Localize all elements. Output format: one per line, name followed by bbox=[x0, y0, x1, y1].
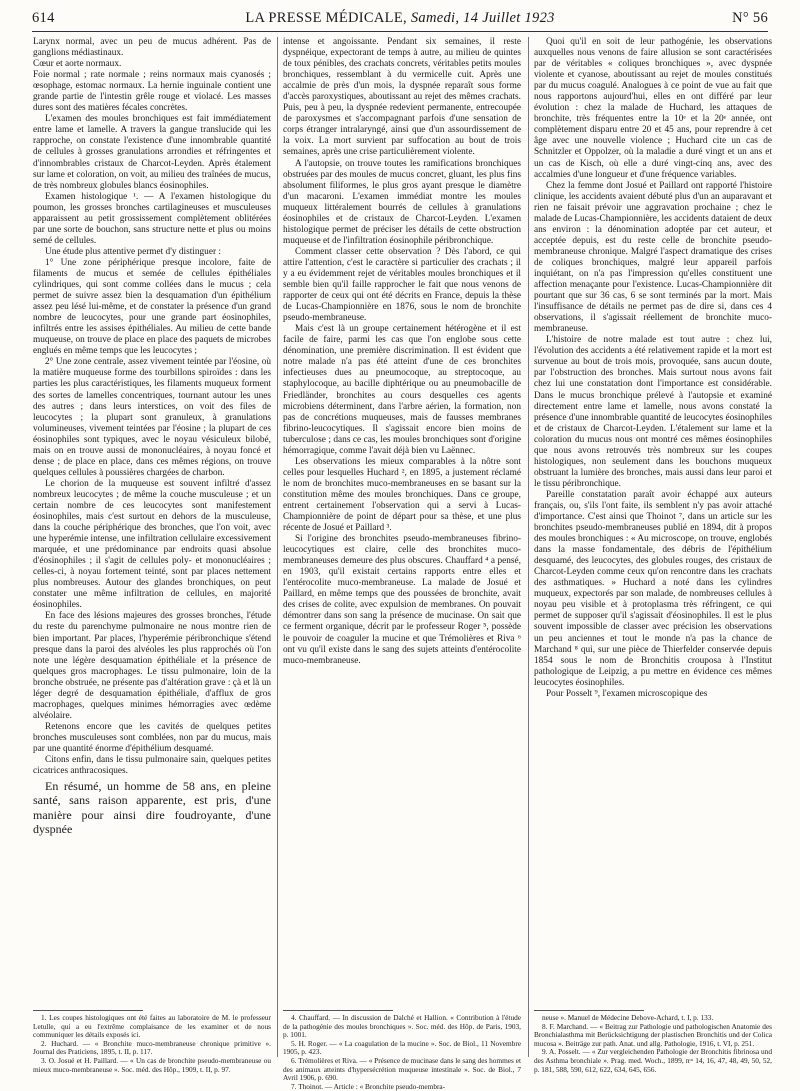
journal-title: LA PRESSE MÉDICALE, bbox=[245, 10, 407, 26]
paragraph: Le chorion de la muqueuse est souvent infiltré d'assez nombreux leucocytes ; de même la couche musculeuse ; et un certain nombre de ces leucocytes sont manifestement éosinophiles, mais c'est surtout en dehors de la musculeuse, dans la couche périphérique des bronches, que l'on voit, avec une hyperémie intense, une infiltration cellulaire excessivement marquée, et une prédominance par endroits quasi absolue d'éosinophiles ; il s'agit de cellules poly- et mononucléaires ; celles-ci, à noyau fortement teinté, sont par places nettement plus nombreuses. Autour des glandes bronchiques, on peut constater une même infiltration de cellules, en majorité éosinophiles. bbox=[33, 478, 271, 611]
footnote-rule bbox=[283, 1010, 393, 1011]
paragraph: Examen histologique ¹. — A l'examen histologique du poumon, les grosses bronches cartilagineuses et musculeuses apparaissent au petit grossissement complètement oblitérées par une sorte de bouchon, sans structure nette et plus ou moins semé de cellules. bbox=[33, 191, 271, 246]
footnote: 9. A. Posselt. — « Zur vergleichenden Pathologie der Bronchitis fibrinosa und des Asthma bronchiale ». Prag. med. Woch., 1899, nᵒˢ 14, 16, 47, 48, 49, 50, 52, p. 181, 588, 590, 612, 622, 634, 645, 656. bbox=[534, 1047, 772, 1074]
footnote: 1. Les coupes histologiques ont été faites au laboratoire de M. le professeur Letulle, qui a eu l'extrême complaisance de les examiner et de nous communiquer les détails exposés ici. bbox=[33, 1013, 271, 1040]
journal-title-line bbox=[32, 10, 768, 27]
paragraph: Quoi qu'il en soit de leur pathogénie, les observations auxquelles nous venons de faire allusion se sont caractérisées par de véritables « coliques bronchiques », avec dyspnée violente et cyanose, aboutissant au rejet de moules constitués par du mucus coagulé. Analogues à ce point de vue au fait que nous rapportons aujourd'hui, elles en ont différé par leur évolution : chez la malade de Huchard, les attaques de bronchite, très fréquentes entre la 10ᵉ et la 20ᵉ année, ont complètement disparu entre 20 et 45 ans, pour reprendre à cet âge avec une nouvelle violence ; Huchard cite un cas de Schnitzler et Oppolzer, où la maladie a duré vingt et un ans et un cas de Kisch, où elle a duré vingt-cinq ans, avec des accalmies d'une longueur et d'une fréquence variables. bbox=[534, 37, 772, 180]
paragraph: Si l'origine des bronchites pseudo-membraneuses fibrino-leucocytiques est claire, celle des bronchites muco-membraneuses demeure des plus obscures. Chauffard ⁴ a pensé, en 1903, qu'il existait certains rapports entre elles et l'entérocolite muco-membraneuse. La malade de Josué et Paillard, en même temps que des poussées de bronchite, avait des crises de colite, avec expulsion de membranes. On pouvait démontrer dans son sang la présence de mucinase. On sait que ce ferment organique, décrit par le professeur Roger ⁵, possède le pouvoir de coaguler la mucine et que Trémolières et Riva ⁶ ont vu qu'il existe dans le sang des sujets atteints d'entérocolite muco-membraneuse. bbox=[283, 534, 521, 666]
column-separator bbox=[277, 37, 278, 1057]
header-rule bbox=[32, 31, 768, 32]
footnote: 6. Trémolières et Riva. — « Présence de mucinase dans le sang des hommes et des animaux atteints d'hypersécrétion muqueuse intestinale ». Soc. de Biol., 7 Avril 1906, p. 690. bbox=[283, 1055, 521, 1083]
footnotes-column-1 bbox=[33, 1014, 271, 1078]
footnote: neuse ». Manuel de Médecine Debove-Achard, t. I, p. 133. bbox=[542, 1013, 714, 1022]
paragraph: En résumé, un homme de 58 ans, en pleine santé, sans raison apparente, est pris, d'une manière pour ainsi dire foudroyante, d'une dyspnée bbox=[33, 779, 271, 836]
paragraph: Une étude plus attentive permet d'y distinguer : bbox=[45, 246, 221, 257]
paragraph: Citons enfin, dans le tissu pulmonaire sain, quelques petites cicatrices anthracosiques. bbox=[33, 755, 271, 777]
text-column-1 bbox=[33, 37, 271, 1005]
footnote-rule bbox=[534, 1010, 644, 1011]
footnote: 8. F. Marchand. — « Beitrag zur Pathologie und pathologischen Anatomie des Bronchialasthma mit Berücksichtigung der plastischen Bronchitis und der Colica mucosa ». Beiträge zur path. Anat. und allg. Pathologie, 1916, t. VI, p. 251. bbox=[534, 1021, 772, 1048]
paragraph: L'examen des moules bronchiques est fait immédiatement entre lame et lamelle. A travers la gangue translucide qui les rapproche, on constate l'existence d'une innombrable quantité de cellules à grosses granulations arrondies et réfringentes et d'innombrables cristaux de Charcot-Leyden. Après étalement sur lame et coloration, on voit, au milieu des traînées de mucus, de très nombreux globules blancs éosinophiles. bbox=[33, 114, 271, 191]
paragraph: Les observations les mieux comparables à la nôtre sont celles pour lesquelles Huchard ², en 1895, a justement réclamé le nom de bronchites muco-membraneuses en se basant sur la constitution même des moules bronchiques. Dans ce groupe, entrent certainement l'observation qui a servi à Lucas-Championnière de point de départ pour sa thèse, et une plus récente de Josué et Paillard ³. bbox=[283, 456, 521, 534]
footnote: 7. Thoinot. — Article : « Bronchite pseudo-membra- bbox=[291, 1081, 446, 1091]
text-column-3 bbox=[534, 37, 772, 1005]
footnote: 4. Chauffard. — In discussion de Dalché et Hallion. « Contribution à l'étude de la pathogénie des moules bronchiques ». Soc. méd. des Hôp. de Paris, 1903, p. 1001. bbox=[283, 1013, 521, 1040]
paragraph: En face des lésions majeures des grosses bronches, l'étude du reste du parenchyme pulmonaire ne nous montre rien de bien important. Par places, l'hyperémie péribronchique s'étend presque dans la paroi des alvéoles les plus rapprochés où l'on note une légère desquamation épithéliale et la présence de quelques gros macrophages. Le tissu pulmonaire, loin de la bronche obstruée, ne présente pas d'altération grave : çà et là un léger degré de desquamation épithéliale, d'afflux de gros macrophages, quelques minimes hémorragies avec œdème alvéolaire. bbox=[33, 611, 271, 721]
paragraph: Retenons encore que les cavités de quelques petites bronches musculeuses sont comblées, non par du mucus, mais par une quantité énorme d'épithélium desquamé. bbox=[33, 721, 271, 754]
paragraph: 1° Une zone périphérique presque incolore, faite de filaments de mucus et semée de cellules épithéliales cylindriques, qui sont comme collées dans le mucus ; cela permet de suivre assez bien la desquamation d'un épithélium assez peu lésé lui-même, et de constater la présence d'un grand nombre de leucocytes, pour une grande part éosinophiles, infiltrés entre les assises épithéliales. Au milieu de cette bande muqueuse, on trouve de place en place des paquets de microbes englués en même temps que les leucocytes ; bbox=[33, 257, 271, 357]
paragraph: Pour Posselt ⁹, l'examen microscopique des bbox=[546, 688, 708, 699]
paragraph: intense et angoissante. Pendant six semaines, il reste dyspnéique, expectorant de temps à autre, au milieu de quintes de toux pénibles, des crachats concrets, véritables petits moules bronchiques, ressemblant à du vermicelle cuit. Après une accalmie de près d'un mois, la dyspnée reparaît sous forme d'accès paroxystiques, aboutissant au rejet des mêmes crachats. Puis, peu à peu, la dyspnée redevient permanente, entrecoupée de paroxysmes et s'accompagnant parfois d'une sensation de corps étranger intralaryngé, ainsi que d'un assourdissement de la voix. La mort survient par suffocation au bout de trois semaines, après une crise particulièrement violente. bbox=[283, 37, 521, 158]
page-number: 614 bbox=[32, 10, 55, 26]
paragraph: Foie normal ; rate normale ; reins normaux mais cyanosés ; œsophage, estomac normaux. La hernie inguinale contient une grande partie de l'intestin grêle rouge et violacé. Les masses dures sont des matières fécales concrètes. bbox=[33, 70, 271, 114]
paragraph: 2° Une zone centrale, assez vivement teintée par l'éosine, où la matière muqueuse forme des tourbillons spiroïdes : dans les parties les plus caractéristiques, les filaments muqueux forment des sortes de lamelles concentriques, tournant autour les unes des autres ; dans leurs interstices, on voit des files de leucocytes ; la plupart sont granuleux, à granulations volumineuses, vivement teintées par l'éosine ; la plupart de ces éosinophiles sont typiques, avec le noyau vésiculeux bilobé, mais on en trouve aussi de mononucléaires, à noyau foncé et dense ; de place en place, dans ces mêmes régions, on trouve quelques cellules à poussières chargées de charbon. bbox=[33, 357, 271, 478]
paragraph: Larynx normal, avec un peu de mucus adhérent. Pas de ganglions médiastinaux. bbox=[33, 37, 271, 59]
footnotes-column-2 bbox=[283, 1013, 521, 1091]
footnote: 2. Huchard. — « Bronchite muco-membraneuse chronique primitive ». Journal des Praticiens, 1895, t. II, p. 117. bbox=[33, 1038, 271, 1057]
paragraph: Cœur et aorte normaux. bbox=[33, 59, 122, 70]
footnote: 3. O. Josué et H. Paillard. — « Un cas de bronchite pseudo-membraneuse ou mieux muco-membraneuse ». Soc. méd. des Hôp., 1909, t. II, p. 97. bbox=[33, 1055, 271, 1074]
column-separator bbox=[528, 37, 529, 1057]
issue-number: N° 56 bbox=[732, 10, 768, 26]
text-column-2 bbox=[283, 37, 521, 1005]
page-header bbox=[32, 10, 768, 30]
paragraph: A l'autopsie, on trouve toutes les ramifications bronchiques obstruées par des moules de mucus concret, gluant, les plus fins absolument filiformes, le plus gros ayant presque le diamètre d'un macaroni. L'examen immédiat montre les moules muqueux littéralement bourrés de cellules à granulations éosinophiles et de cristaux de Charcot-Leyden. L'examen histologique permet de préciser les détails de cette obstruction muqueuse et de l'infiltration éosinophile péribronchique. bbox=[283, 158, 521, 246]
paragraph: Comment classer cette observation ? Dès l'abord, ce qui attire l'attention, c'est le caractère si particulier des crachats ; il y a eu évidemment rejet de véritables moules bronchiques et il semble bien qu'il faille rapprocher le fait que nous venons de rapporter de ceux qui ont été décrits en France, depuis la thèse de Lucas-Championnière en 1876, sous le nom de bronchite pseudo-membraneuse. bbox=[283, 246, 521, 324]
paragraph: Pareille constatation paraît avoir échappé aux auteurs français, ou, s'ils l'ont faite, ils semblent n'y pas avoir attaché d'importance. C'est ainsi que Thoinot ⁷, dans un article sur les bronchites pseudo-membraneuses publié en 1894, dit à propos des moules bronchiques : « Au microscope, on trouve, englobés dans la masse fondamentale, des débris de l'épithélium desquamé, des leucocytes, des globules rouges, des cristaux de Charcot-Leyden comme ceux qu'on rencontre dans les crachats des asthmatiques. » Huchard a noté dans les cylindres muqueux, expectorés par son malade, de nombreuses cellules à noyau peu visible et à protoplasma très réfringent, ce qui permet de supposer qu'il s'agissait d'éosinophiles. Il est le plus souvent impossible de classer avec précision les observations un peu anciennes et tout le monde n'a pas la chance de Marchand ⁸ qui, sur une pièce de Thierfelder conservée depuis 1854 sous le nom de Bronchitis crouposa à l'Institut pathologique de Leipzig, a pu mettre en évidence ces mêmes leucocytes éosinophiles. bbox=[534, 489, 772, 688]
paragraph: L'histoire de notre malade est tout autre : chez lui, l'évolution des accidents a été relativement rapide et la mort est survenue au bout de trois mois, provoquée, sans aucun doute, par l'obstruction des bronches. Mais surtout nous avons fait chez lui une constatation dont l'importance est considérable. Dans le mucus bronchique prélevé à l'autopsie et examiné directement entre lame et lamelle, nous avons constaté la présence d'une innombrable quantité de leucocytes éosinophiles et de cristaux de Charcot-Leyden. L'étalement sur lame et la coloration du mucus nous ont montré ces mêmes éosinophiles que nous avons retrouvés très nombreux sur les coupes histologiques, non seulement dans les bouchons muqueux obstruant la lumière des bronches, mais aussi dans leur paroi et le tissu péribronchique. bbox=[534, 335, 772, 489]
footnotes-column-3 bbox=[534, 1014, 772, 1078]
footnote: 5. H. Roger. — « La coagulation de la mucine ». Soc. de Biol., 11 Novembre 1905, p. 423. bbox=[283, 1038, 521, 1057]
footnote-rule bbox=[33, 1010, 143, 1011]
issue-date: Samedi, 14 Juillet 1923 bbox=[410, 10, 555, 26]
paragraph: Chez la femme dont Josué et Paillard ont rapporté l'histoire clinique, les accidents avaient débuté plus d'un an auparavant et rien ne faisait prévoir une aggravation prochaine ; chez le malade de Lucas-Championnière, les accidents dataient de deux ans environ : la dénomination adoptée par cet auteur, et acceptée depuis, est du reste celle de bronchite pseudo-membraneuse chronique. Malgré l'aspect dramatique des crises de coliques bronchiques, malgré leur appareil parfois inquiétant, on n'a pas l'impression qu'elles constituent une affection menaçante pour l'existence. Lucas-Championnière dit pourtant que sur 36 cas, 6 se sont terminés par la mort. Mais l'insuffisance de détails ne permet pas de dire si, dans ces 4 observations, il s'agissait réellement de bronchite muco-membraneuse. bbox=[534, 180, 773, 335]
paragraph: Mais c'est là un groupe certainement hétérogène et il est facile de faire, parmi les cas que l'on englobe sous cette dénomination, une première discrimination. Il est évident que notre malade n'a pas été atteint d'une de ces bronchites infectieuses dues au pneumocoque, au streptocoque, au staphylocoque, au bacille diphtérique ou au pneumobacille de Friedländer, bronchites au cours desquelles ces agents microbiens déterminent, dans l'arbre aérien, la formation, non pas de concrétions muqueuses, mais de fausses membranes fibrino-leucocytiques. Il s'agissait encore bien moins de tuberculose ; dans ce cas, les moules bronchiques sont d'origine hémorragique, comme l'avait déjà bien vu Laënnec. bbox=[283, 324, 521, 456]
